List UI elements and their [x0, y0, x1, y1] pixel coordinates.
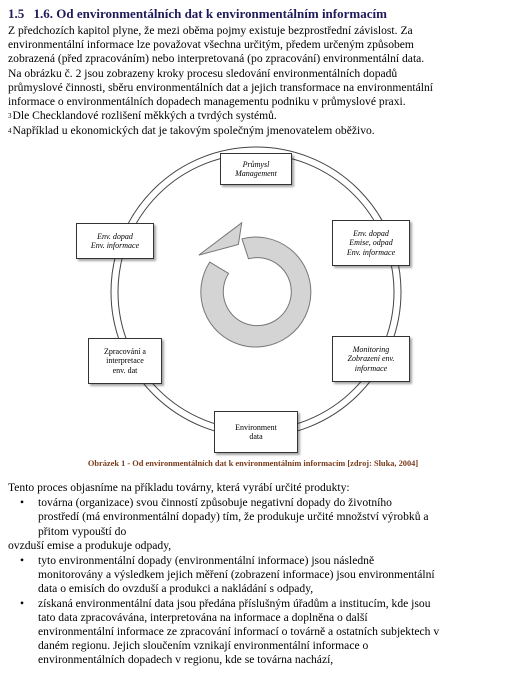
intro-line: zobrazená (před zpracováním) nebo interpretovaná (po zpracování) environmentální data.: [8, 52, 425, 66]
intro-line: Na obrázku č. 2 jsou zobrazeny kroky procesu sledování environmentálních dopadů: [8, 66, 398, 80]
bullet-icon: •: [20, 596, 25, 610]
process-cycle-diagram: [0, 138, 506, 458]
section-title: 1.6. Od environmentálních dat k environmentálním informacím: [33, 6, 387, 21]
intro-line: průmyslové činnosti, sběru environmentálních dat a jejich transformace na environmentální: [8, 80, 433, 94]
example-section: [8, 481, 500, 668]
cycle-arrow-icon: [199, 223, 311, 347]
box-env-dopad-emise: Env. dopad Emise, odpad Env. informace: [332, 220, 410, 266]
footnote-number: 3: [8, 112, 12, 121]
example-list: [8, 496, 500, 539]
box-prumysl-management: Průmysl Management: [220, 153, 292, 185]
outer-ring-inner: [118, 154, 394, 430]
list-item: • továrna (organizace) svou činností způsobuje negativní dopady do životního prostředí (má environmentální dopady) tím, že produkuje určité množství výrobků a přitom vypouští do: [20, 496, 429, 538]
cycle-graphic: [0, 138, 506, 458]
section-number: 1.5: [8, 6, 25, 21]
box-env-dopad-informace: Env. dopad Env. informace: [76, 223, 154, 259]
bullet-icon: •: [20, 496, 25, 510]
intro-paragraph: [8, 24, 498, 140]
footnote-text: Dle Checklandové rozlišení měkkých a tvrdých systémů.: [12, 109, 277, 123]
intro-line: informace o environmentálních dopadech managementu podniku v průmyslové praxi.: [8, 95, 406, 109]
footnote-text: Například u ekonomických dat je takovým společným jmenovatelem oběživo.: [12, 124, 375, 138]
outer-ring-outer: [111, 147, 401, 437]
box-zpracovani: Zpracování a interpretace env. dat: [88, 338, 162, 384]
intro-line: environmentální informace lze považovat všechna určitým, předem určeným způsobem: [8, 38, 414, 52]
footnote-3: [8, 109, 498, 124]
box-monitoring: Monitoring Zobrazení env. informace: [332, 336, 410, 382]
box-environment-data: Environment data: [214, 411, 298, 453]
example-lead: Tento proces objasníme na příkladu továrny, která vyrábí určité produkty:: [8, 481, 350, 494]
intro-line: Z předchozích kapitol plyne, že mezi oběma pojmy existuje bezprostřední závislost. Za: [8, 24, 413, 37]
bullet-icon: •: [20, 554, 25, 568]
list-item: • tyto environmentální dopady (environmentální informace) jsou následně monitorovány a výsledkem jejich měření (zobrazení informace) jsou environmentální data o emisích do ovzduší a produkci a nakládání s odpady,: [20, 554, 435, 596]
list-item: • získaná environmentální data jsou předána příslušným úřadům a institucím, kde jsou tato data zpracovávána, interpretována na informace a doplněna o další environmentální informace ze zpracování informací o továrně a ostatních subjektech v daném regionu. Jejich sloučením vznikají environmentální informace o environmentálních dopadech v regionu, kde se továrna nachází,: [20, 596, 440, 667]
figure-caption: Obrázek 1 - Od environmentálních dat k environmentálním informacím [zdroj: Sluka, 2004]: [87, 459, 419, 468]
footnote-number: 4: [8, 127, 12, 136]
list-continuation: ovzduší emise a produkuje odpady,: [8, 538, 172, 552]
section-heading: [8, 6, 498, 22]
